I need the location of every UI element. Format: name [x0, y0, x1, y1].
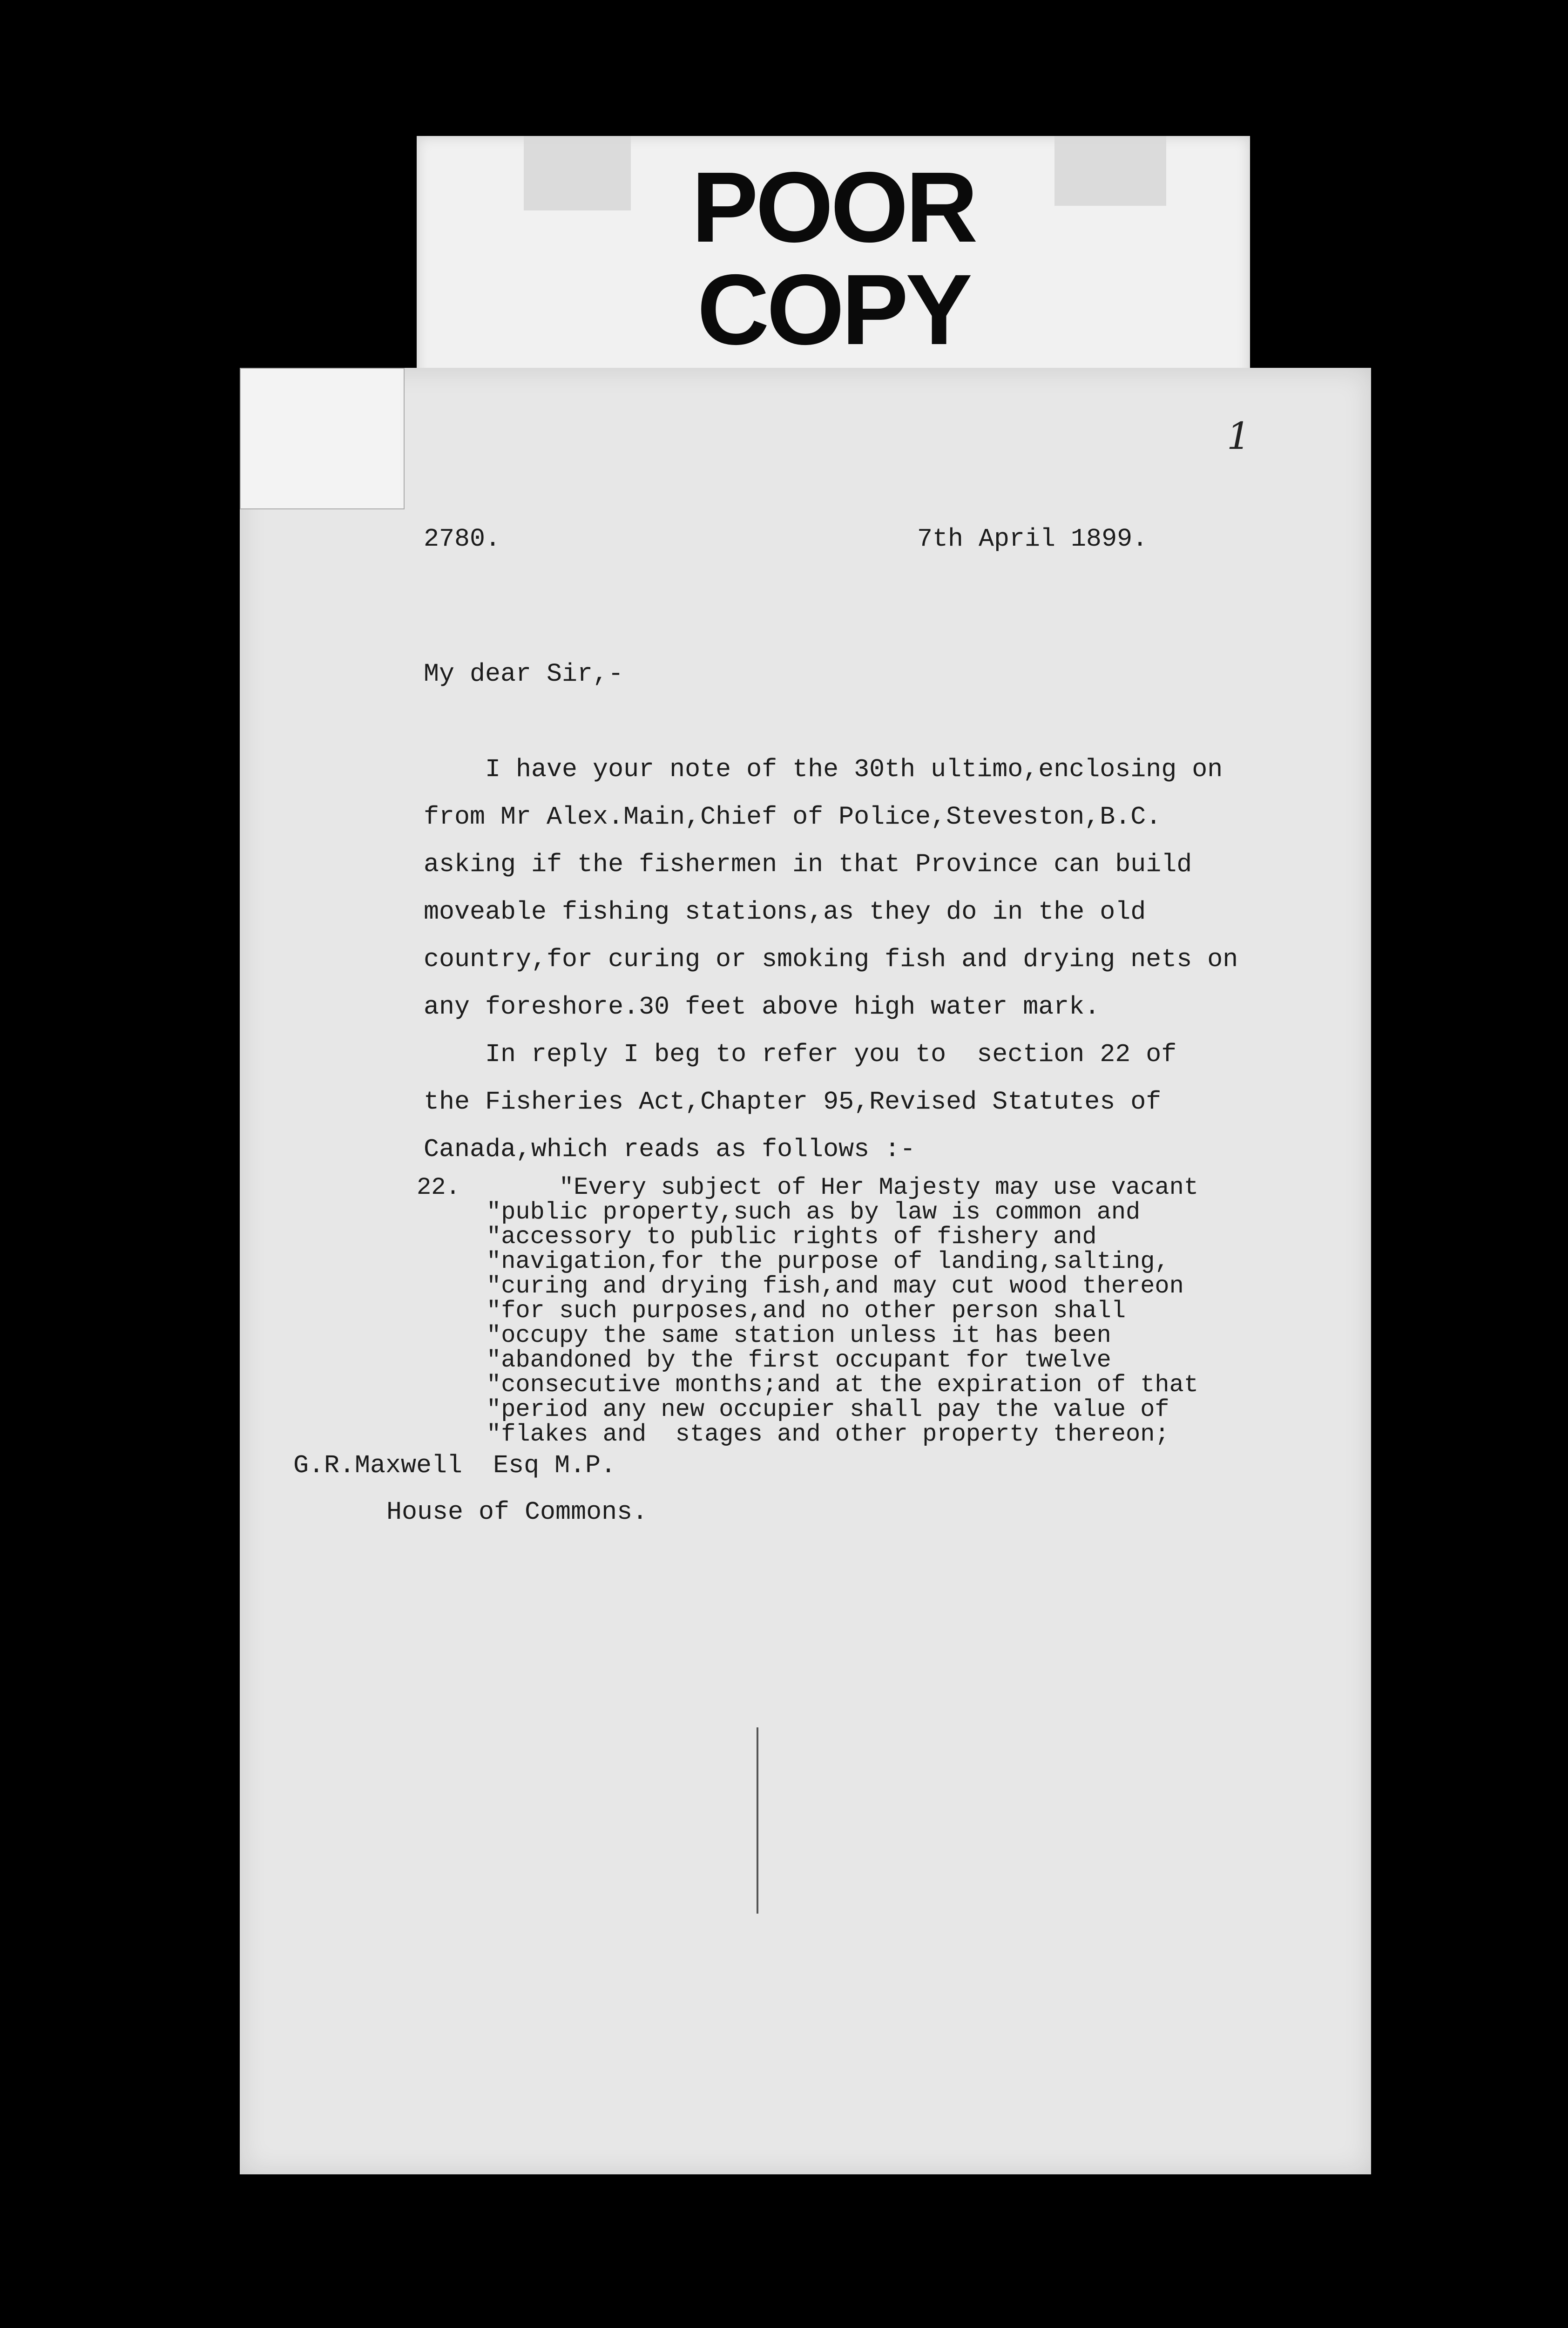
- body-line: asking if the fishermen in that Province can build: [424, 850, 1192, 879]
- quote-line: "curing and drying fish,and may cut wood thereon: [487, 1272, 1184, 1300]
- quote-line: "navigation,for the purpose of landing,salting,: [487, 1248, 1169, 1275]
- letter-date: 7th April 1899.: [917, 524, 1148, 554]
- body-line: I have your note of the 30th ultimo,enclosing on: [424, 755, 1223, 784]
- poor-copy-line-1: POOR: [691, 151, 975, 263]
- recipient-address: House of Commons.: [386, 1497, 648, 1527]
- letter-page: [240, 368, 1371, 2174]
- recipient-name: G.R.Maxwell Esq M.P.: [293, 1451, 616, 1480]
- body-line: moveable fishing stations,as they do in the old: [424, 897, 1146, 927]
- file-number: 2780.: [424, 524, 501, 554]
- quote-line: "public property,such as by law is common and: [487, 1198, 1141, 1226]
- quote-line: "period any new occupier shall pay the value of: [487, 1396, 1169, 1423]
- body-line: from Mr Alex.Main,Chief of Police,Steveston,B.C.: [424, 802, 1162, 832]
- body-line: Canada,which reads as follows :-: [424, 1135, 916, 1164]
- quote-line: "for such purposes,and no other person shall: [487, 1297, 1126, 1325]
- body-line: In reply I beg to refer you to section 22 of: [424, 1040, 1177, 1069]
- quote-line: "occupy the same station unless it has been: [487, 1322, 1111, 1349]
- body-line: the Fisheries Act,Chapter 95,Revised Statutes of: [424, 1087, 1162, 1117]
- fold-line: [757, 1727, 758, 1914]
- quote-line: "Every subject of Her Majesty may use vacant: [487, 1174, 1199, 1201]
- mounting-corner: [240, 368, 405, 509]
- section-number: 22.: [417, 1174, 460, 1201]
- handwritten-annotation: 1: [1227, 414, 1250, 458]
- quote-line: "abandoned by the first occupant for twelve: [487, 1347, 1111, 1374]
- quote-line: "consecutive months;and at the expiration of that: [487, 1371, 1199, 1399]
- body-line: country,for curing or smoking fish and drying nets on: [424, 945, 1238, 974]
- poor-copy-line-2: COPY: [697, 253, 970, 365]
- salutation: My dear Sir,-: [424, 659, 624, 689]
- poor-copy-label: [417, 136, 1250, 385]
- body-line: any foreshore.30 feet above high water mark.: [424, 992, 1100, 1022]
- quote-line: "accessory to public rights of fishery and: [487, 1223, 1097, 1251]
- quote-line: "flakes and stages and other property thereon;: [487, 1421, 1169, 1448]
